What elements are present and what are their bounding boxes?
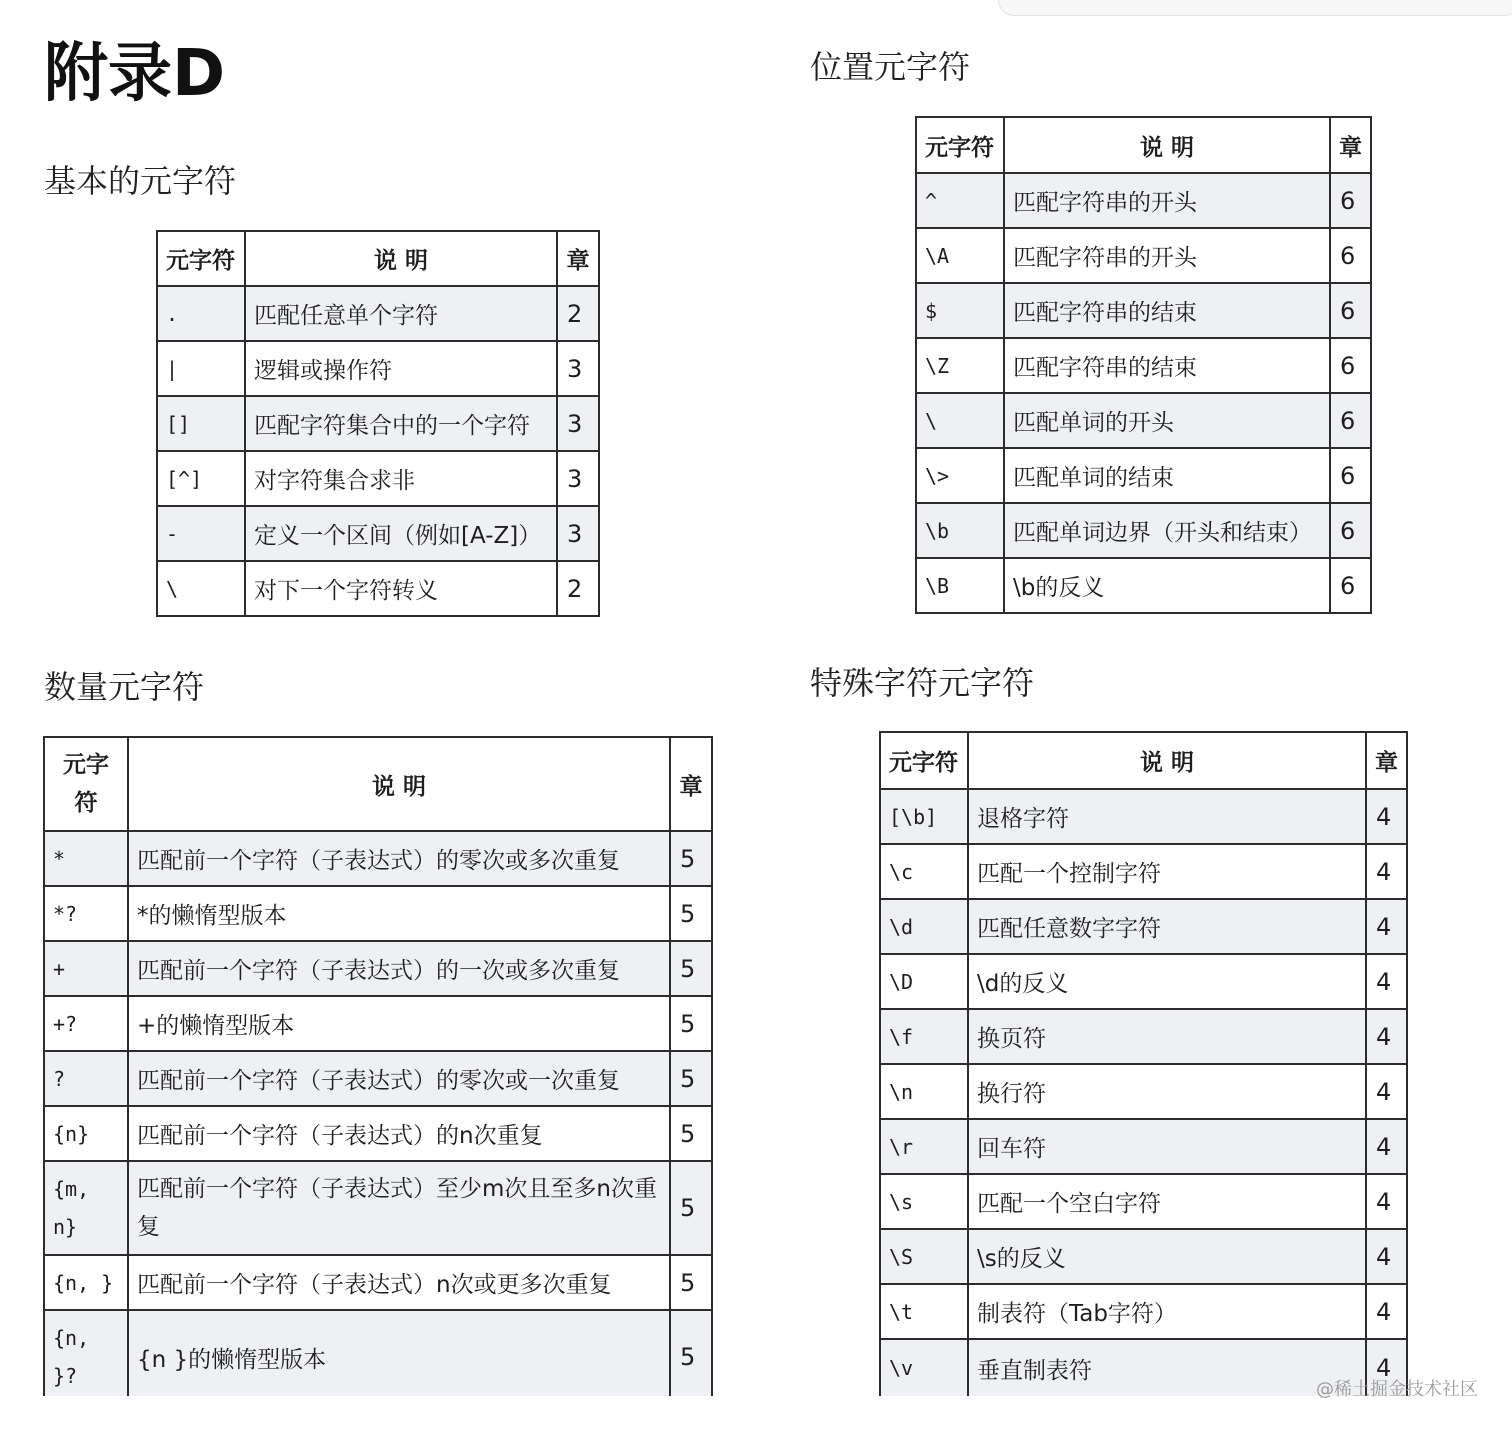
table-row <box>157 286 599 341</box>
chapter-cell: 6 <box>1330 283 1371 338</box>
table-row <box>880 1064 1407 1119</box>
chapter-cell: 4 <box>1366 1284 1407 1339</box>
chapter-cell: 6 <box>1330 558 1371 613</box>
section-title-special: 特殊字符元字符 <box>810 664 1035 702</box>
chapter-cell: 3 <box>557 506 599 561</box>
header-chapter: 章 <box>557 231 599 286</box>
header-chapter: 章 <box>670 737 712 831</box>
table-row <box>880 844 1407 899</box>
metachar-cell: \n <box>880 1064 968 1119</box>
description-cell: \d的反义 <box>968 954 1366 1009</box>
table-row <box>916 338 1371 393</box>
description-cell: 对字符集合求非 <box>245 451 557 506</box>
chapter-cell: 6 <box>1330 228 1371 283</box>
table-header-row <box>157 231 599 286</box>
table-header-row <box>880 732 1407 789</box>
table-row <box>44 1255 712 1310</box>
metachar-cell: +? <box>44 996 128 1051</box>
table-row <box>44 1051 712 1106</box>
description-cell: 匹配单词的结束 <box>1004 448 1330 503</box>
section-title-position: 位置元字符 <box>810 48 971 86</box>
table-row <box>880 1284 1407 1339</box>
chapter-cell: 2 <box>557 561 599 616</box>
table-row <box>916 173 1371 228</box>
description-cell: 匹配一个控制字符 <box>968 844 1366 899</box>
table-row <box>916 448 1371 503</box>
description-cell: 匹配任意单个字符 <box>245 286 557 341</box>
metachar-cell: + <box>44 941 128 996</box>
page-title: 附录D <box>44 37 226 111</box>
description-cell: 匹配前一个字符（子表达式）的一次或多次重复 <box>128 941 670 996</box>
table-row <box>916 283 1371 338</box>
description-cell: 匹配字符串的结束 <box>1004 338 1330 393</box>
chapter-cell: 6 <box>1330 338 1371 393</box>
table-row <box>916 503 1371 558</box>
chapter-cell: 4 <box>1366 954 1407 1009</box>
metachar-cell: \s <box>880 1174 968 1229</box>
chapter-cell: 3 <box>557 396 599 451</box>
description-cell: 逻辑或操作符 <box>245 341 557 396</box>
watermark: @稀土掘金技术社区 <box>1316 1379 1478 1400</box>
description-cell: 换行符 <box>968 1064 1366 1119</box>
table-row <box>44 1161 712 1255</box>
metachar-cell: {n, } <box>44 1255 128 1310</box>
header-chapter: 章 <box>1366 732 1407 789</box>
table-row <box>880 1119 1407 1174</box>
header-metachar: 元字符 <box>44 737 128 831</box>
metachar-cell: *? <box>44 886 128 941</box>
chapter-cell: 5 <box>670 1161 712 1255</box>
description-cell: 匹配任意数字字符 <box>968 899 1366 954</box>
chapter-cell: 3 <box>557 451 599 506</box>
metachar-cell: * <box>44 831 128 886</box>
description-cell: 定义一个区间（例如[A-Z]） <box>245 506 557 561</box>
table-row <box>880 1009 1407 1064</box>
chapter-cell: 4 <box>1366 1339 1407 1396</box>
description-cell: 匹配前一个字符（子表达式）至少m次且至多n次重复 <box>128 1161 670 1255</box>
description-cell: 匹配前一个字符（子表达式）的n次重复 <box>128 1106 670 1161</box>
section-title-quantity: 数量元字符 <box>44 668 205 706</box>
description-cell: 制表符（Tab字符） <box>968 1284 1366 1339</box>
description-cell: 匹配字符串的结束 <box>1004 283 1330 338</box>
position-metachar-table <box>915 116 1372 614</box>
header-metachar: 元字符 <box>157 231 245 286</box>
description-cell: 匹配字符集合中的一个字符 <box>245 396 557 451</box>
metachar-cell: [^] <box>157 451 245 506</box>
description-cell: 匹配单词边界（开头和结束） <box>1004 503 1330 558</box>
header-description: 说 明 <box>968 732 1366 789</box>
description-cell: 换页符 <box>968 1009 1366 1064</box>
metachar-cell: {n} <box>44 1106 128 1161</box>
description-cell: \s的反义 <box>968 1229 1366 1284</box>
metachar-cell: ^ <box>916 173 1004 228</box>
metachar-cell: \f <box>880 1009 968 1064</box>
description-cell: 垂直制表符 <box>968 1339 1366 1396</box>
metachar-cell: \> <box>916 448 1004 503</box>
description-cell: 对下一个字符转义 <box>245 561 557 616</box>
table-row <box>157 396 599 451</box>
table-row <box>44 886 712 941</box>
metachar-cell: \r <box>880 1119 968 1174</box>
table-row <box>157 451 599 506</box>
description-cell: 匹配字符串的开头 <box>1004 173 1330 228</box>
chapter-cell: 4 <box>1366 1174 1407 1229</box>
metachar-cell: \ <box>157 561 245 616</box>
special-table-viewport <box>879 731 1409 1396</box>
header-description: 说 明 <box>245 231 557 286</box>
metachar-cell: [\b] <box>880 789 968 844</box>
metachar-cell: {n, }? <box>44 1310 128 1396</box>
metachar-cell: \v <box>880 1339 968 1396</box>
metachar-cell: \S <box>880 1229 968 1284</box>
description-cell: 回车符 <box>968 1119 1366 1174</box>
table-row <box>880 899 1407 954</box>
metachar-cell: [] <box>157 396 245 451</box>
chapter-cell: 6 <box>1330 503 1371 558</box>
metachar-cell: {m, n} <box>44 1161 128 1255</box>
chapter-cell: 4 <box>1366 899 1407 954</box>
metachar-cell: . <box>157 286 245 341</box>
description-cell: 匹配一个空白字符 <box>968 1174 1366 1229</box>
metachar-cell: \B <box>916 558 1004 613</box>
description-cell: 匹配单词的开头 <box>1004 393 1330 448</box>
chapter-cell: 3 <box>557 341 599 396</box>
metachar-cell: \D <box>880 954 968 1009</box>
table-header-row <box>44 737 712 831</box>
chapter-cell: 5 <box>670 1310 712 1396</box>
metachar-cell: \ <box>916 393 1004 448</box>
chapter-cell: 5 <box>670 996 712 1051</box>
table-row <box>44 941 712 996</box>
metachar-cell: \t <box>880 1284 968 1339</box>
description-cell: 匹配前一个字符（子表达式）的零次或多次重复 <box>128 831 670 886</box>
table-row <box>880 789 1407 844</box>
table-row <box>157 561 599 616</box>
table-row <box>44 1310 712 1396</box>
chapter-cell: 4 <box>1366 844 1407 899</box>
table-row <box>880 1174 1407 1229</box>
description-cell: \b的反义 <box>1004 558 1330 613</box>
chapter-cell: 4 <box>1366 1009 1407 1064</box>
table-row <box>916 393 1371 448</box>
metachar-cell: | <box>157 341 245 396</box>
metachar-cell: \c <box>880 844 968 899</box>
section-title-basic: 基本的元字符 <box>44 162 237 200</box>
table-row <box>157 341 599 396</box>
table-header-row <box>916 117 1371 173</box>
table-row <box>157 506 599 561</box>
chapter-cell: 4 <box>1366 1064 1407 1119</box>
description-cell: 匹配前一个字符（子表达式）的零次或一次重复 <box>128 1051 670 1106</box>
chapter-cell: 5 <box>670 1051 712 1106</box>
chapter-cell: 5 <box>670 1255 712 1310</box>
metachar-cell: ? <box>44 1051 128 1106</box>
chapter-cell: 4 <box>1366 789 1407 844</box>
header-chapter: 章 <box>1330 117 1371 173</box>
description-cell: 匹配前一个字符（子表达式）n次或更多次重复 <box>128 1255 670 1310</box>
special-metachar-table <box>879 731 1408 1396</box>
metachar-cell: \Z <box>916 338 1004 393</box>
chapter-cell: 4 <box>1366 1229 1407 1284</box>
chapter-cell: 6 <box>1330 173 1371 228</box>
table-row <box>916 228 1371 283</box>
header-metachar: 元字符 <box>880 732 968 789</box>
table-row <box>916 558 1371 613</box>
quantity-table-viewport <box>43 736 713 1396</box>
chapter-cell: 2 <box>557 286 599 341</box>
chapter-cell: 5 <box>670 886 712 941</box>
chapter-cell: 5 <box>670 941 712 996</box>
metachar-cell: $ <box>916 283 1004 338</box>
chapter-cell: 6 <box>1330 448 1371 503</box>
quantity-metachar-table <box>43 736 713 1396</box>
table-row <box>880 1229 1407 1284</box>
chapter-cell: 4 <box>1366 1119 1407 1174</box>
description-cell: +的懒惰型版本 <box>128 996 670 1051</box>
metachar-cell: \b <box>916 503 1004 558</box>
chapter-cell: 6 <box>1330 393 1371 448</box>
header-description: 说 明 <box>1004 117 1330 173</box>
header-description: 说 明 <box>128 737 670 831</box>
header-metachar: 元字符 <box>916 117 1004 173</box>
chapter-cell: 5 <box>670 831 712 886</box>
metachar-cell: \d <box>880 899 968 954</box>
basic-metachar-table <box>156 230 600 617</box>
description-cell: *的懒惰型版本 <box>128 886 670 941</box>
table-row <box>44 831 712 886</box>
metachar-cell: - <box>157 506 245 561</box>
table-row <box>44 996 712 1051</box>
browser-bar-fragment <box>998 0 1512 16</box>
metachar-cell: \A <box>916 228 1004 283</box>
table-row <box>880 954 1407 1009</box>
description-cell: {n }的懒惰型版本 <box>128 1310 670 1396</box>
description-cell: 匹配字符串的开头 <box>1004 228 1330 283</box>
description-cell: 退格字符 <box>968 789 1366 844</box>
chapter-cell: 5 <box>670 1106 712 1161</box>
table-row <box>44 1106 712 1161</box>
